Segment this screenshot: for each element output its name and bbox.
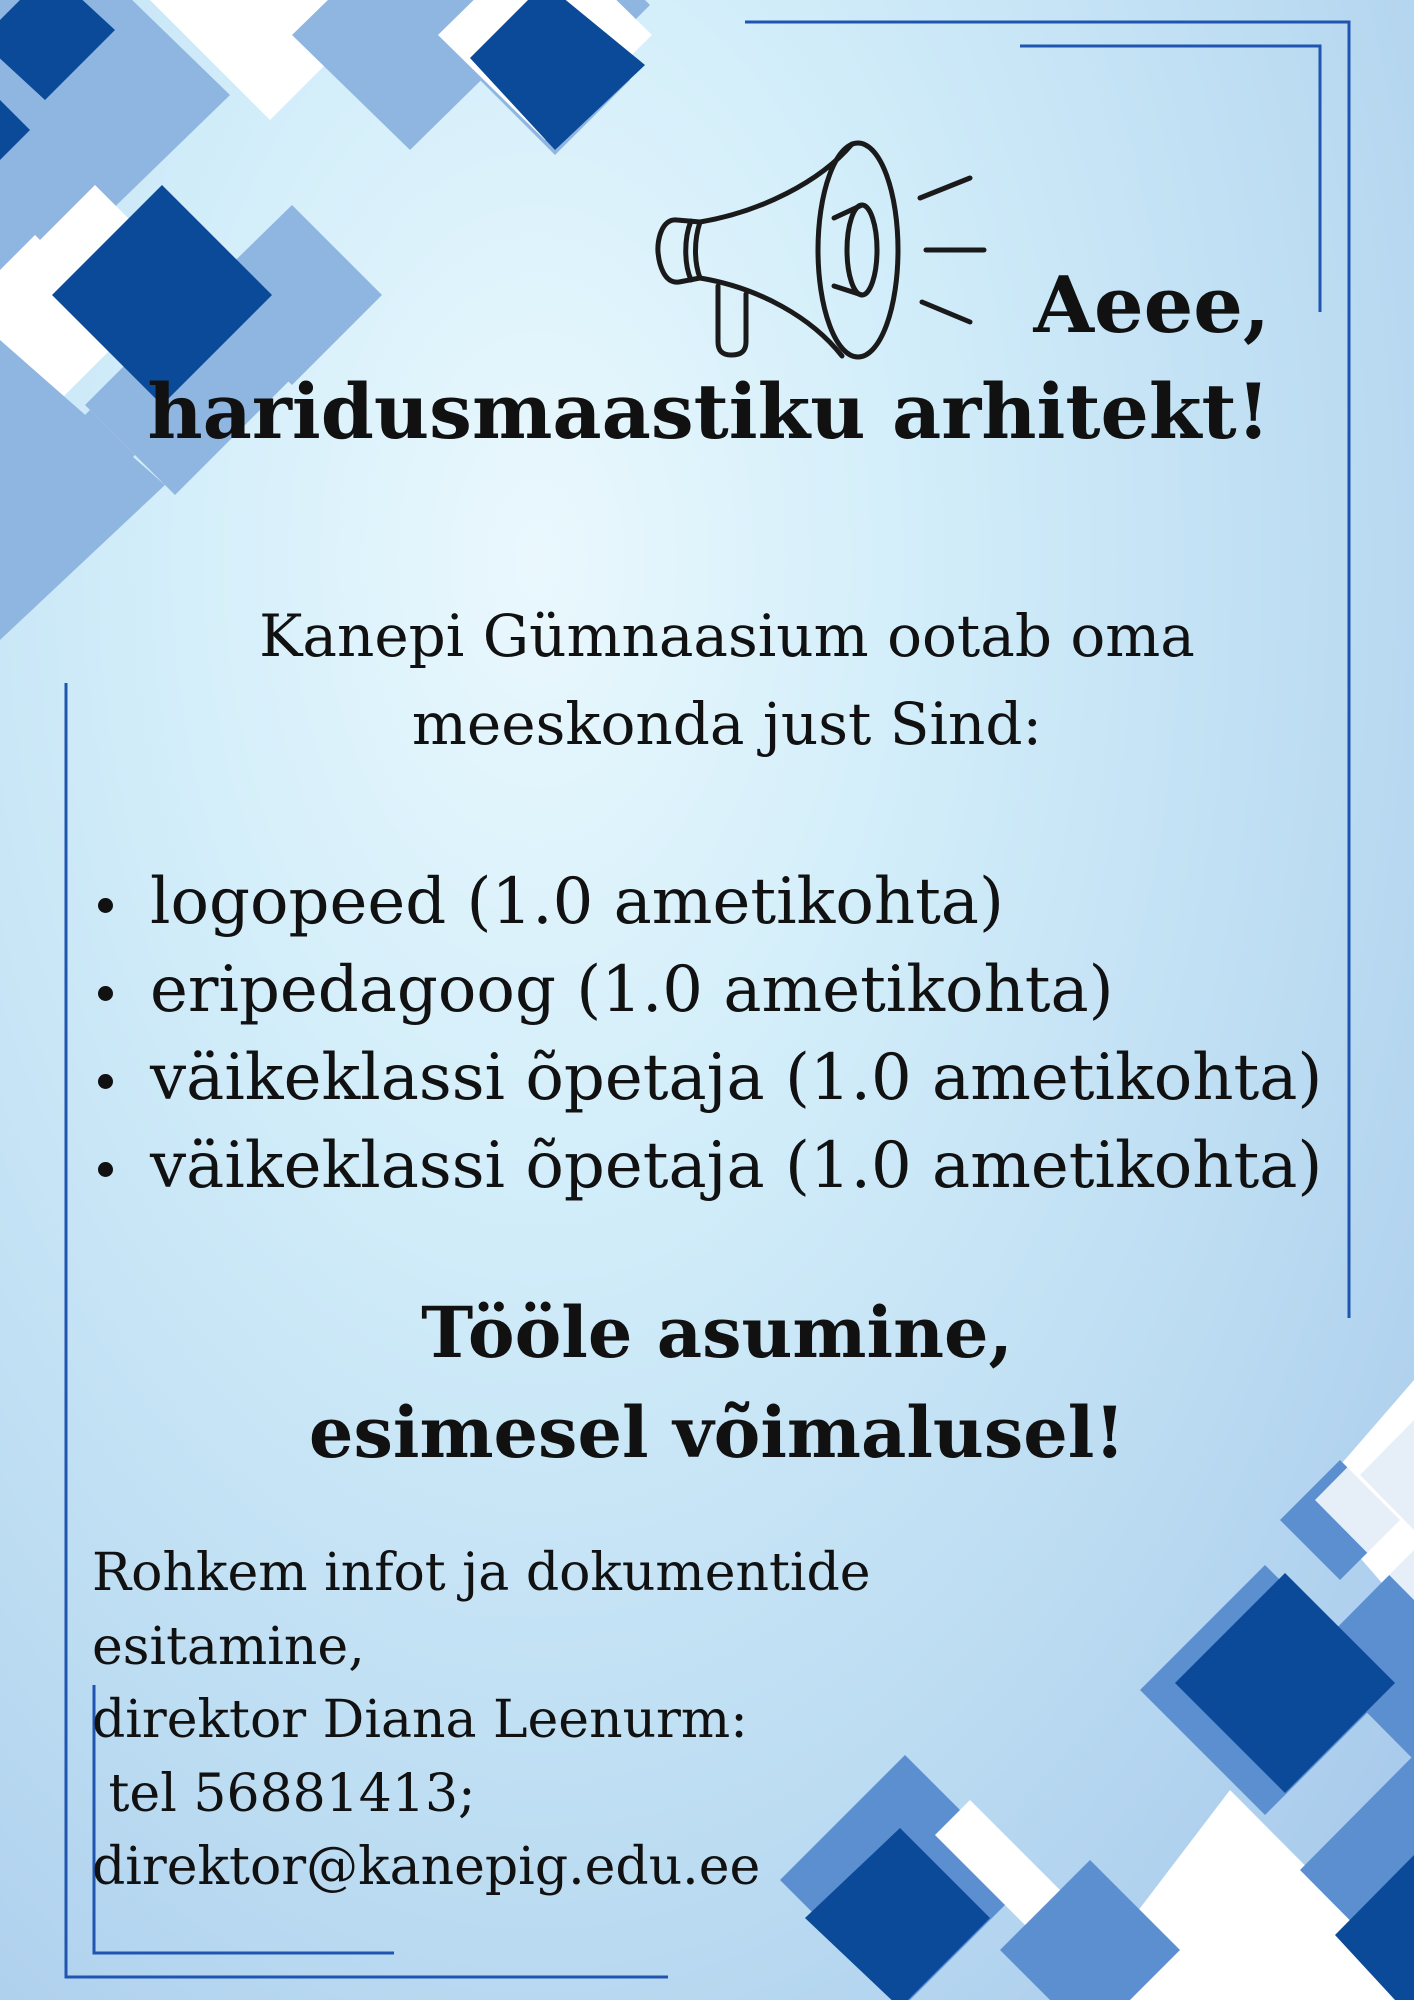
contact-line: esitamine, <box>92 1616 365 1677</box>
deco-white-diamond <box>1315 1400 1414 1600</box>
contact-email: direktor@kanepig.edu.ee <box>92 1837 761 1897</box>
position-item: väikeklassi õpetaja (1.0 ametikohta) <box>92 1034 1322 1122</box>
intro-text <box>160 592 1294 768</box>
position-item: väikeklassi õpetaja (1.0 ametikohta) <box>92 1122 1322 1210</box>
contact-line: Rohkem infot ja dokumentide <box>92 1543 871 1603</box>
intro-line: Kanepi Gümnaasium ootab oma <box>259 602 1195 670</box>
intro-line: meeskonda just Sind: <box>411 690 1043 758</box>
position-item: logopeed (1.0 ametikohta) <box>92 858 1322 946</box>
start-line: esimesel võimalusel! <box>308 1391 1126 1474</box>
megaphone-icon <box>658 143 984 357</box>
headline-greeting: Aeee, <box>1033 260 1270 351</box>
contact-director: direktor Diana Leenurm: <box>92 1690 748 1750</box>
start-line: Tööle asumine, <box>421 1291 1013 1374</box>
open-positions-list <box>92 858 1322 1210</box>
headline-title: haridusmaastiku arhitekt! <box>147 367 1270 456</box>
contact-info <box>92 1537 871 1905</box>
contact-phone: tel 56881413; <box>92 1763 476 1824</box>
start-date-heading <box>200 1283 1234 1483</box>
position-item: eripedagoog (1.0 ametikohta) <box>92 946 1322 1034</box>
